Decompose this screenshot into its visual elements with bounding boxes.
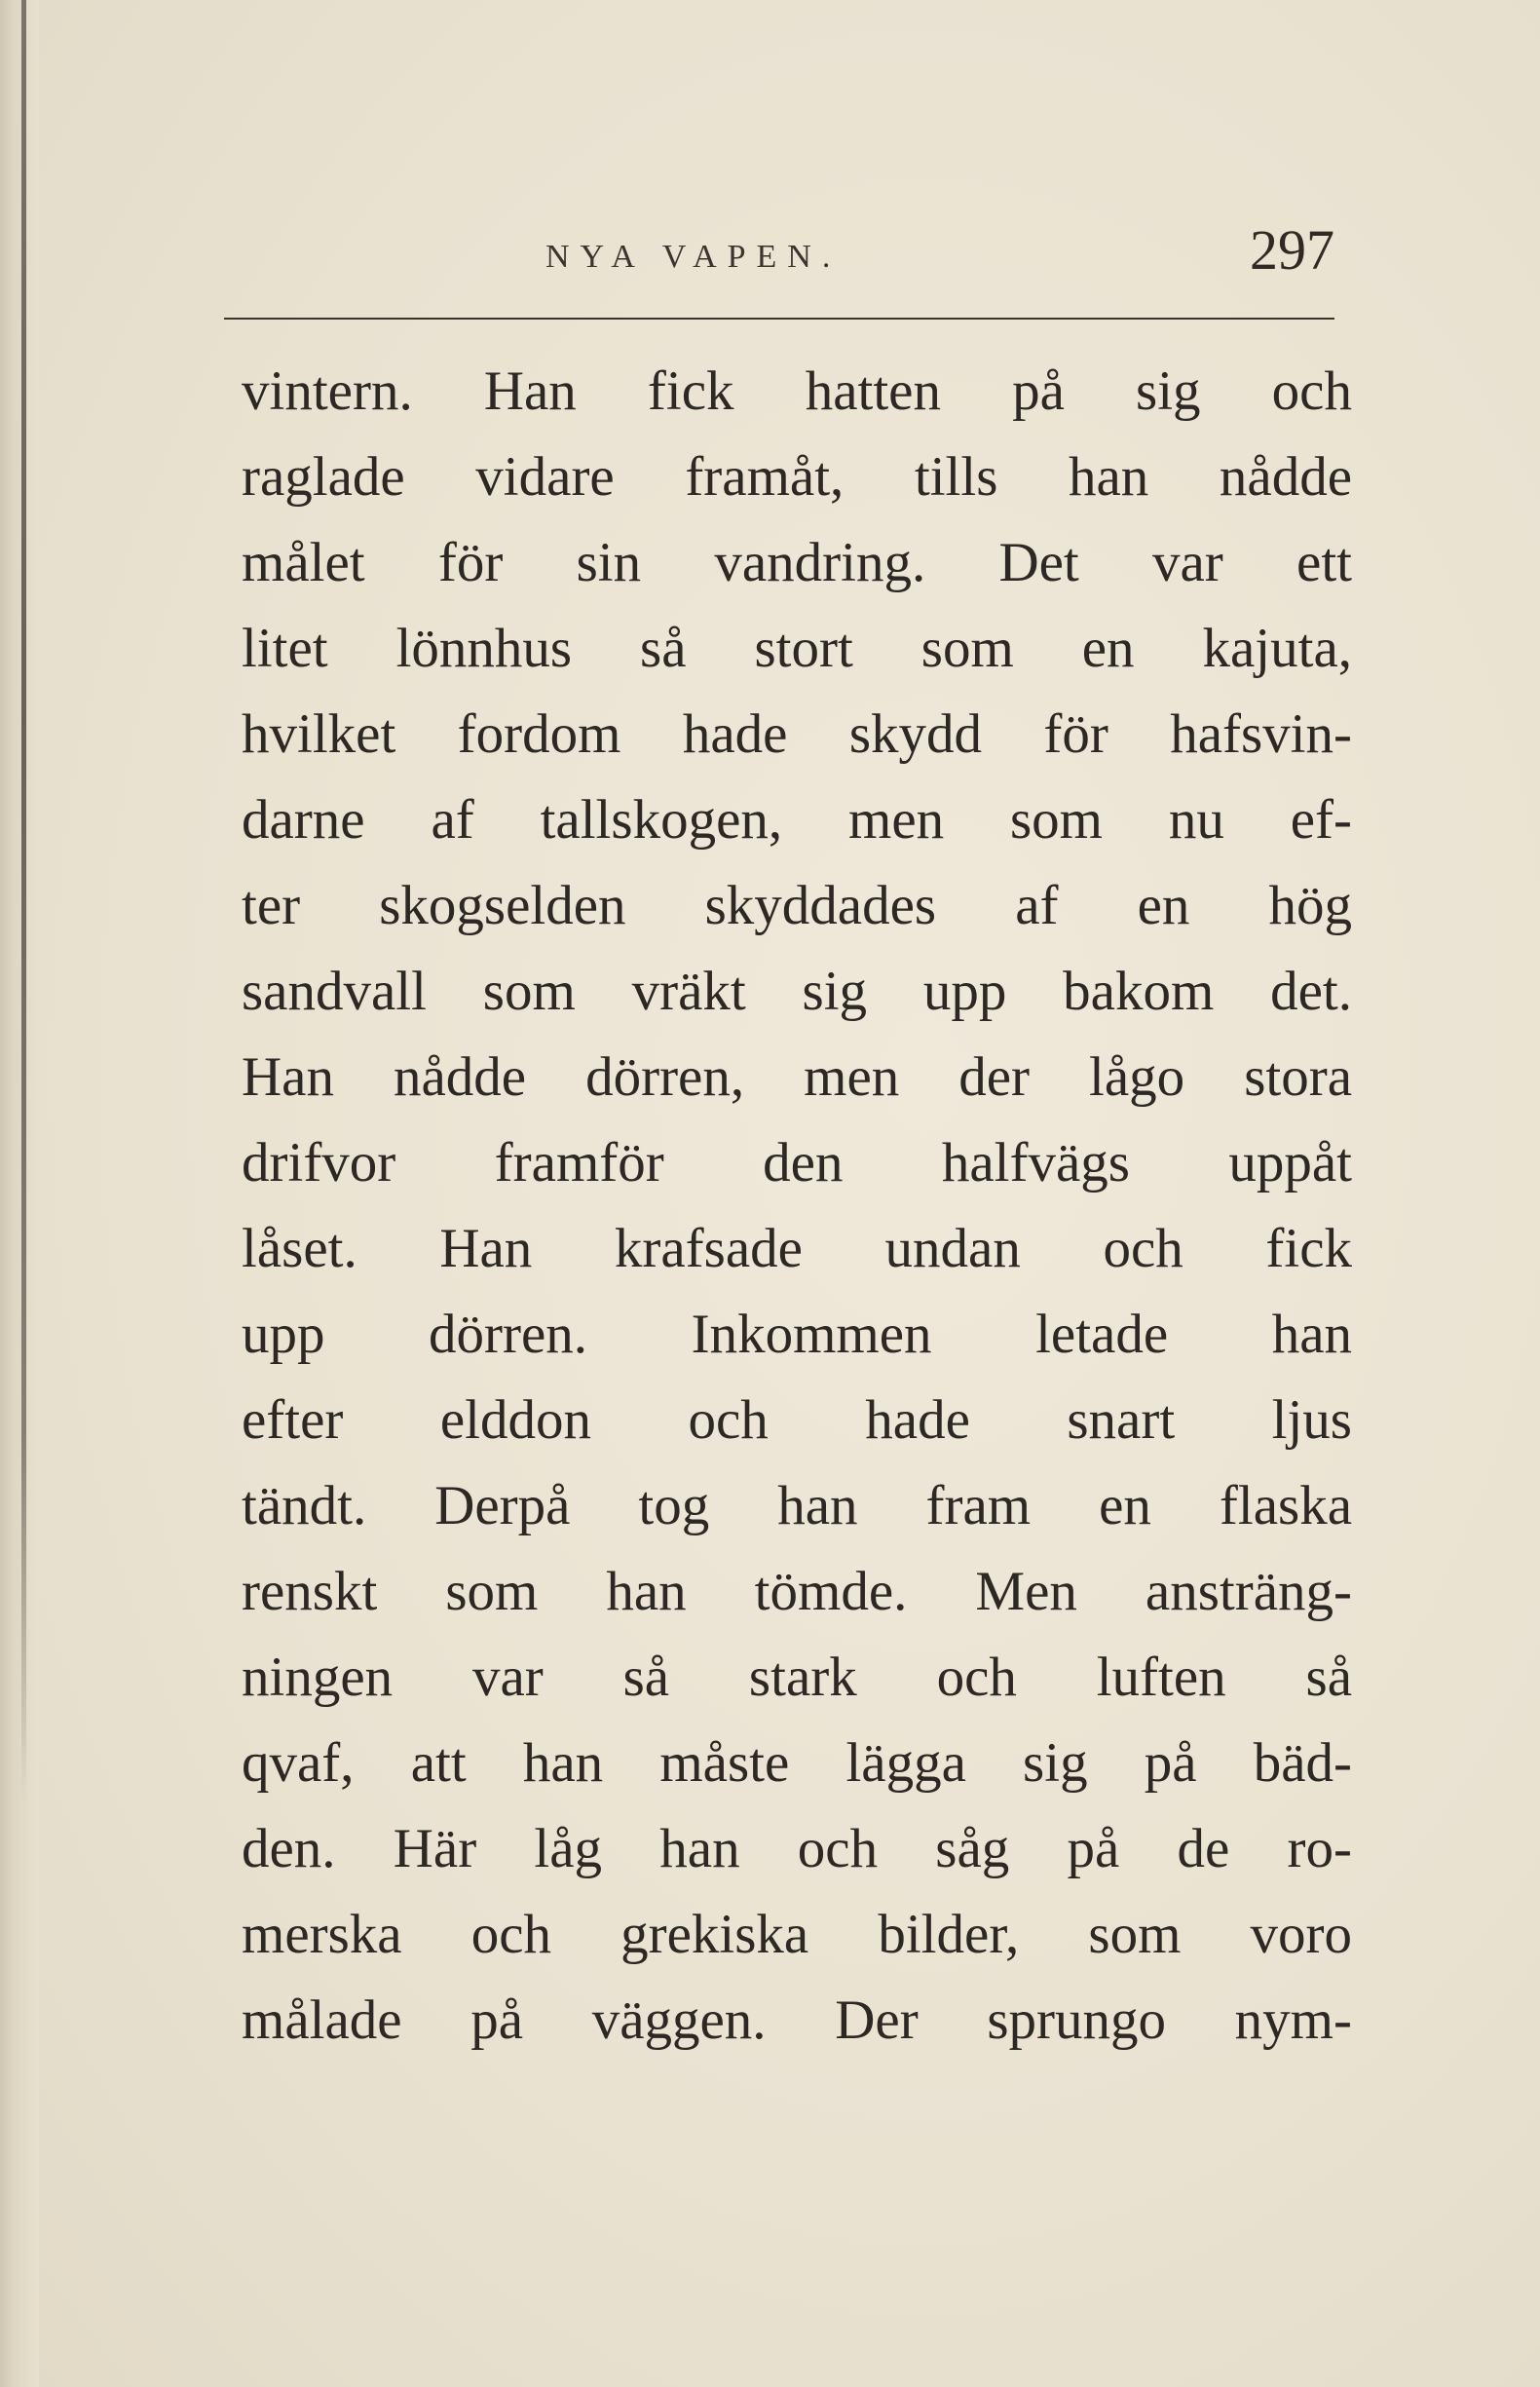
running-head-title: NYA VAPEN.: [545, 239, 842, 275]
binding-shadow: [21, 0, 26, 1802]
body-text: [242, 349, 1352, 2064]
text-line: målet för sin vandring. Det var ett: [242, 532, 1352, 593]
text-line: darne af tallskogen, men som nu ef-: [242, 789, 1352, 851]
text-line: merska och grekiska bilder, som voro: [242, 1904, 1352, 1965]
page-number: 297: [1250, 218, 1334, 282]
text-line: litet lönnhus så stort som en kajuta,: [242, 618, 1352, 679]
text-line: drifvor framför den halfvägs uppåt: [242, 1132, 1352, 1194]
text-line: ningen var så stark och luften så: [242, 1647, 1352, 1708]
text-line: raglade vidare framåt, tills han nådde: [242, 446, 1352, 508]
text-line: Han nådde dörren, men der lågo stora: [242, 1046, 1352, 1108]
text-line: qvaf, att han måste lägga sig på bäd-: [242, 1732, 1352, 1794]
text-line: sandvall som vräkt sig upp bakom det.: [242, 961, 1352, 1022]
text-line: låset. Han krafsade undan och fick: [242, 1218, 1352, 1279]
text-line: hvilket fordom hade skydd för hafsvin-: [242, 703, 1352, 765]
text-line: målade på väggen. Der sprungo nym-: [242, 1989, 1352, 2051]
text-line: upp dörren. Inkommen letade han: [242, 1304, 1352, 1365]
text-line: ter skogselden skyddades af en hög: [242, 875, 1352, 936]
header-rule: [224, 318, 1334, 320]
text-line: renskt som han tömde. Men ansträng-: [242, 1561, 1352, 1622]
text-line: efter elddon och hade snart ljus: [242, 1389, 1352, 1451]
text-line: tändt. Derpå tog han fram en flaska: [242, 1475, 1352, 1536]
running-head: [224, 209, 1334, 287]
text-line: vintern. Han fick hatten på sig och: [242, 360, 1352, 422]
text-line: den. Här låg han och såg på de ro-: [242, 1818, 1352, 1879]
page-binding-edge: [0, 0, 39, 2387]
